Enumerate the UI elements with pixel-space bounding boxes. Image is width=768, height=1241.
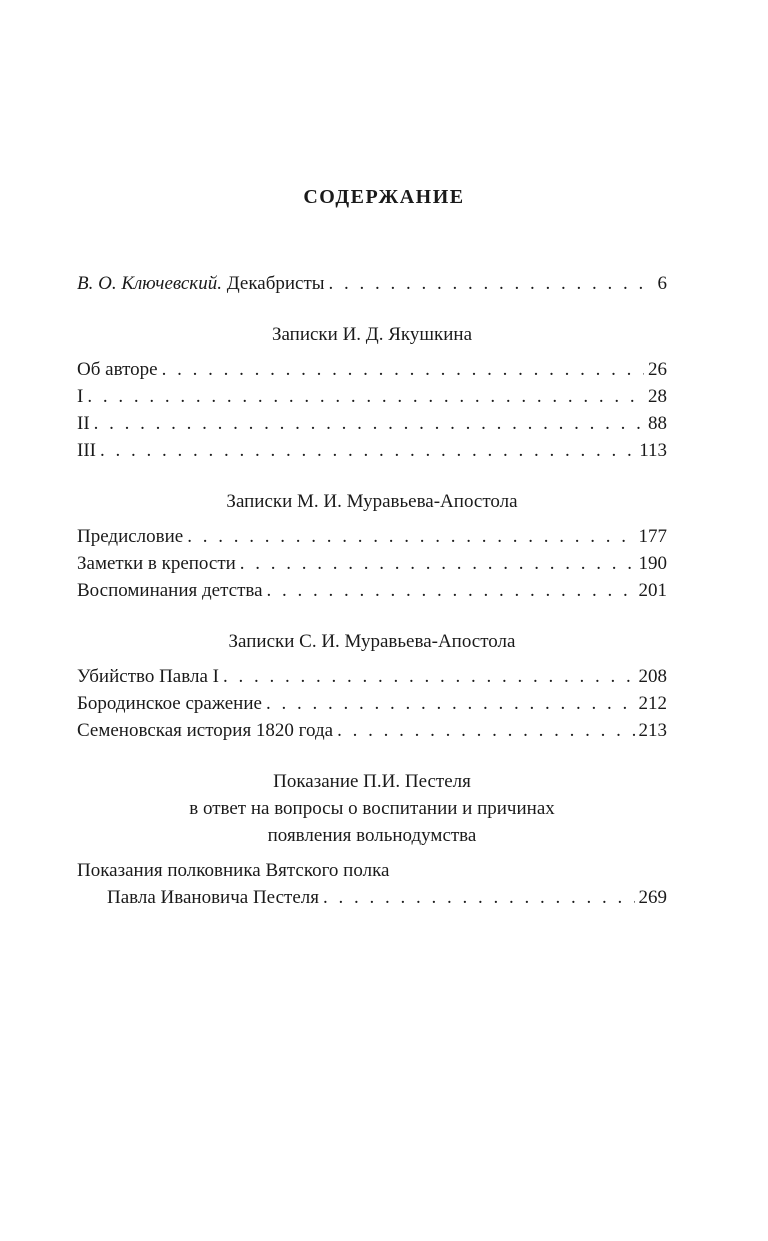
toc-entry[interactable]: [77, 717, 667, 744]
toc-entry-label: Предисловие: [77, 526, 184, 547]
toc-entry-label: Семеновская история 1820 года: [77, 720, 334, 741]
dot-leader: [187, 523, 634, 550]
toc-entry-label: Заметки в крепости: [77, 553, 236, 574]
toc-entry-page: 190: [638, 553, 667, 574]
dot-leader: [337, 717, 634, 744]
section-title-muravyov-sergey: Записки С. И. Муравьева-Апостола: [228, 631, 516, 652]
dot-leader: [162, 356, 644, 383]
toc-entry-page: 28: [648, 386, 667, 407]
toc-entry-page: 6: [657, 273, 667, 294]
toc-entry-page: 201: [638, 580, 667, 601]
toc-entry-label: Об авторе: [77, 359, 158, 380]
toc-entry-author: В. О. Ключевский.: [77, 273, 222, 294]
toc-entry[interactable]: [77, 356, 667, 383]
toc-entry-label: III: [77, 440, 96, 461]
toc-entry-title: Декабристы: [226, 273, 325, 294]
toc-entry-label: [77, 270, 325, 297]
toc-entry-page: 177: [638, 526, 667, 547]
page-title: СОДЕРЖАНИЕ: [303, 186, 465, 208]
dot-leader: [100, 437, 635, 464]
dot-leader: [87, 383, 644, 410]
dot-leader: [267, 577, 635, 604]
toc-entry-page: 212: [638, 693, 667, 714]
dot-leader: [223, 663, 635, 690]
toc-entry-label: I: [77, 386, 84, 407]
toc-entry[interactable]: [77, 410, 667, 437]
dot-leader: [323, 884, 635, 911]
toc-entry-pestel[interactable]: [77, 857, 667, 911]
toc-entry[interactable]: [77, 437, 667, 464]
toc-entry[interactable]: [77, 690, 667, 717]
toc-entry-intro[interactable]: [77, 270, 667, 297]
section-title-pestel: Показание П.И. Пестеля в ответ на вопросы о воспитании и причинах появления вольнодумства: [189, 771, 555, 846]
toc-entry-page: 88: [648, 413, 667, 434]
section-title-muravyov-matvey: Записки М. И. Муравьева-Апостола: [226, 491, 518, 512]
toc-entry-label: II: [77, 413, 90, 434]
toc-entry-label-line2: Павла Ивановича Пестеля: [107, 887, 319, 908]
toc-entry-page: 113: [639, 440, 667, 461]
toc-entry[interactable]: [77, 523, 667, 550]
dot-leader: [329, 270, 654, 297]
toc-entry-label: Убийство Павла I: [77, 666, 219, 687]
toc-entry-page: 269: [638, 887, 667, 908]
toc-entry-page: 208: [638, 666, 667, 687]
toc-entry[interactable]: [77, 577, 667, 604]
toc-entry-label: Бородинское сражение: [77, 693, 262, 714]
toc-entry[interactable]: [77, 550, 667, 577]
toc-entry-label: Воспоминания детства: [77, 580, 263, 601]
toc-entry[interactable]: [77, 383, 667, 410]
table-of-contents: [77, 270, 667, 911]
toc-entry[interactable]: [77, 663, 667, 690]
toc-entry-label-line1: Показания полковника Вятского полка: [77, 860, 390, 881]
dot-leader: [240, 550, 635, 577]
toc-entry-page: 213: [638, 720, 667, 741]
dot-leader: [94, 410, 644, 437]
dot-leader: [266, 690, 635, 717]
section-title-yakushkin: Записки И. Д. Якушкина: [271, 324, 473, 345]
toc-entry-page: 26: [648, 359, 667, 380]
